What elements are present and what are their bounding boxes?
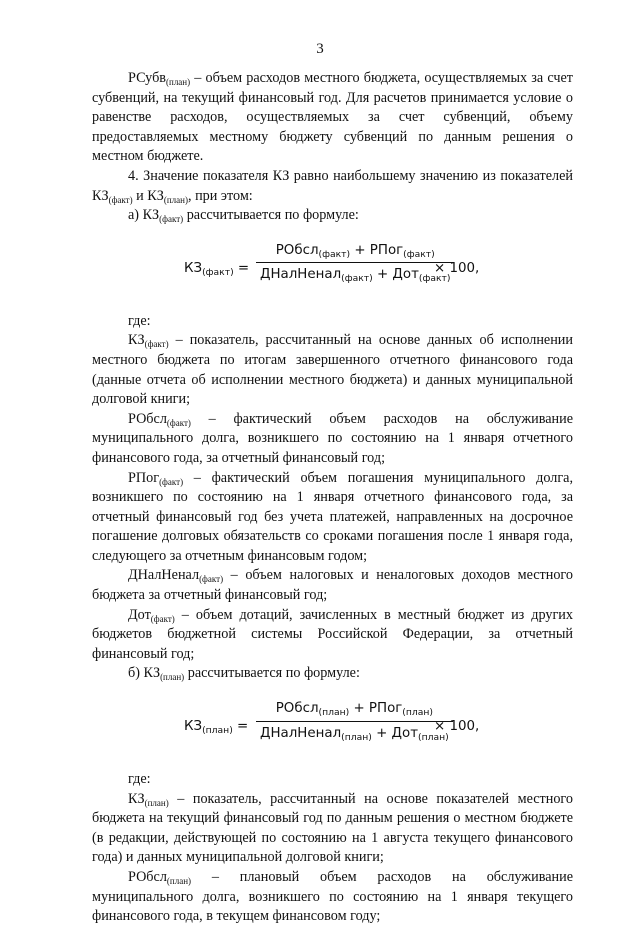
term-subscript: (факт) [150,613,175,624]
denominator-subscript: (факт) [341,273,373,285]
denominator-term: ДНалНенал [260,267,342,283]
definition-text: – объем налоговых и неналоговых доходов местного бюджета за отчетный финансовый год; [92,567,573,604]
term: ДНалНенал [128,567,200,584]
formula-lhs [184,717,248,737]
numerator-term: РОбсл [275,242,319,258]
lhs-subscript: (факт) [202,266,234,278]
denominator-subscript: (план) [341,731,372,743]
formula-kz-fact [92,226,573,312]
paragraph-rpog-fact [92,469,573,567]
term: РПог [128,469,160,486]
paragraph-rsubv [92,69,573,167]
denominator-term: ДНалНенал [260,725,342,741]
formula-kz-plan [92,684,573,770]
term-subscript: (факт) [144,339,169,350]
formula-fraction [256,699,453,743]
term: КЗ [128,332,145,349]
term-subscript: (факт) [159,476,184,487]
term-subscript: (факт) [166,417,191,428]
denominator [256,722,453,744]
denominator-term: Дот [392,267,419,283]
definition-text: – фактический объем погашения муниципального долга, возникшего по состоянию на 1 января отчетного финансового года, за отчетный финансовый год без учета платежей, направленных на досрочное погашение долговых обязательств со сроками погашения после 1 января года, следующего за отчетным финансовым годом; [92,469,573,564]
term: РОбсл [128,410,167,427]
numerator-term: РПог [368,701,403,717]
paragraph-item-4 [92,167,573,206]
paragraph-a [92,206,573,226]
numerator-subscript: (факт) [318,248,351,260]
formula-multiplier: × 100, [434,260,480,276]
definition-text: – фактический объем расходов на обслуживание муниципального долга, возникшего по состоянию на 1 января отчетного финансового года, за отчетный финансовый год; [92,410,573,466]
formula-multiplier: × 100, [434,719,480,735]
lhs-symbol: КЗ [184,260,203,276]
page-number: 3 [316,41,324,57]
text: б) КЗ [128,665,161,682]
formula-lhs [184,259,249,279]
numerator-term: РОбсл [275,701,319,717]
numerator-term: РПог [369,242,404,258]
text: рассчитывается по формуле: [183,207,359,224]
denominator-term: Дот [391,725,419,741]
subscript: (план) [160,672,185,683]
formula-fraction [256,241,454,285]
text: и КЗ [132,187,164,204]
definition-text: – плановый объем расходов на обслуживание муниципального долга, возникшего по состоянию на 1 января текущего финансового года, в текущем финансовом году; [92,869,573,925]
numerator-subscript: (план) [402,707,433,719]
paragraph-robsl-plan [92,868,573,927]
numerator-subscript: (факт) [403,248,435,260]
equals-sign: = [233,260,250,276]
plus-sign: + [350,242,370,258]
subscript: (план) [163,194,188,205]
text: рассчитывается по формуле: [184,665,360,682]
paragraph-kz-fact [92,331,573,409]
text: 4. Значение показателя КЗ равно наибольшему значению из показателей КЗ [92,167,573,204]
subscript: (факт) [159,214,184,225]
term: РСубв [128,70,166,86]
denominator-subscript: (план) [418,731,449,743]
lhs-subscript: (план) [202,725,233,737]
paragraph-dot-fact [92,606,573,665]
paragraph-dnalnenal-fact [92,566,573,605]
definition-text: – объем расходов местного бюджета, осуществляемых за счет субвенций, на текущий финансовый год. Для расчетов принимается условие о равенстве расходов, осуществляемых за счет субвенций, объему предоставляемых местному бюджету субвенций по данным решения о местном бюджете. [92,70,573,165]
term-subscript: (план) [166,77,191,87]
paragraph-robsl-fact [92,410,573,469]
where-label: где: [128,771,151,788]
text: , при этом: [187,187,253,204]
plus-sign: + [372,267,393,283]
document-body [92,69,573,927]
definition-text: – показатель, рассчитанный на основе данных об исполнении местного бюджета по итогам завершенного отчетного финансового года (данные отчета об исполнении местного бюджета) и данных муниципальной долговой книги; [92,332,573,408]
lhs-symbol: КЗ [184,719,203,735]
term: РОбсл [128,869,167,885]
definition-text: – объем дотаций, зачисленных в местный бюджет из других бюджетов бюджетной системы Российской Федерации, за отчетный финансовый год; [92,606,573,662]
definition-text: – показатель, рассчитанный на основе показателей местного бюджета на текущий финансовый год по данным решения о местном бюджете (в редакции, действующей по состоянию на 1 августа текущего финансового года) и данных муниципальной долговой книги; [92,790,573,866]
text: а) КЗ [128,207,160,224]
term: Дот [128,606,151,623]
subscript: (факт) [108,194,133,205]
denominator-subscript: (факт) [418,273,451,285]
paragraph-kz-plan [92,790,573,868]
paragraph-b [92,664,573,684]
numerator-subscript: (план) [318,707,350,719]
plus-sign: + [371,725,392,741]
term: КЗ [128,790,145,807]
term-subscript: (план) [144,797,169,808]
term-subscript: (план) [166,876,192,886]
plus-sign: + [349,701,369,717]
where-label: где: [128,312,151,329]
equals-sign: = [232,719,249,735]
numerator [256,699,453,721]
term-subscript: (факт) [199,574,224,585]
numerator [256,241,454,263]
denominator [256,263,454,285]
